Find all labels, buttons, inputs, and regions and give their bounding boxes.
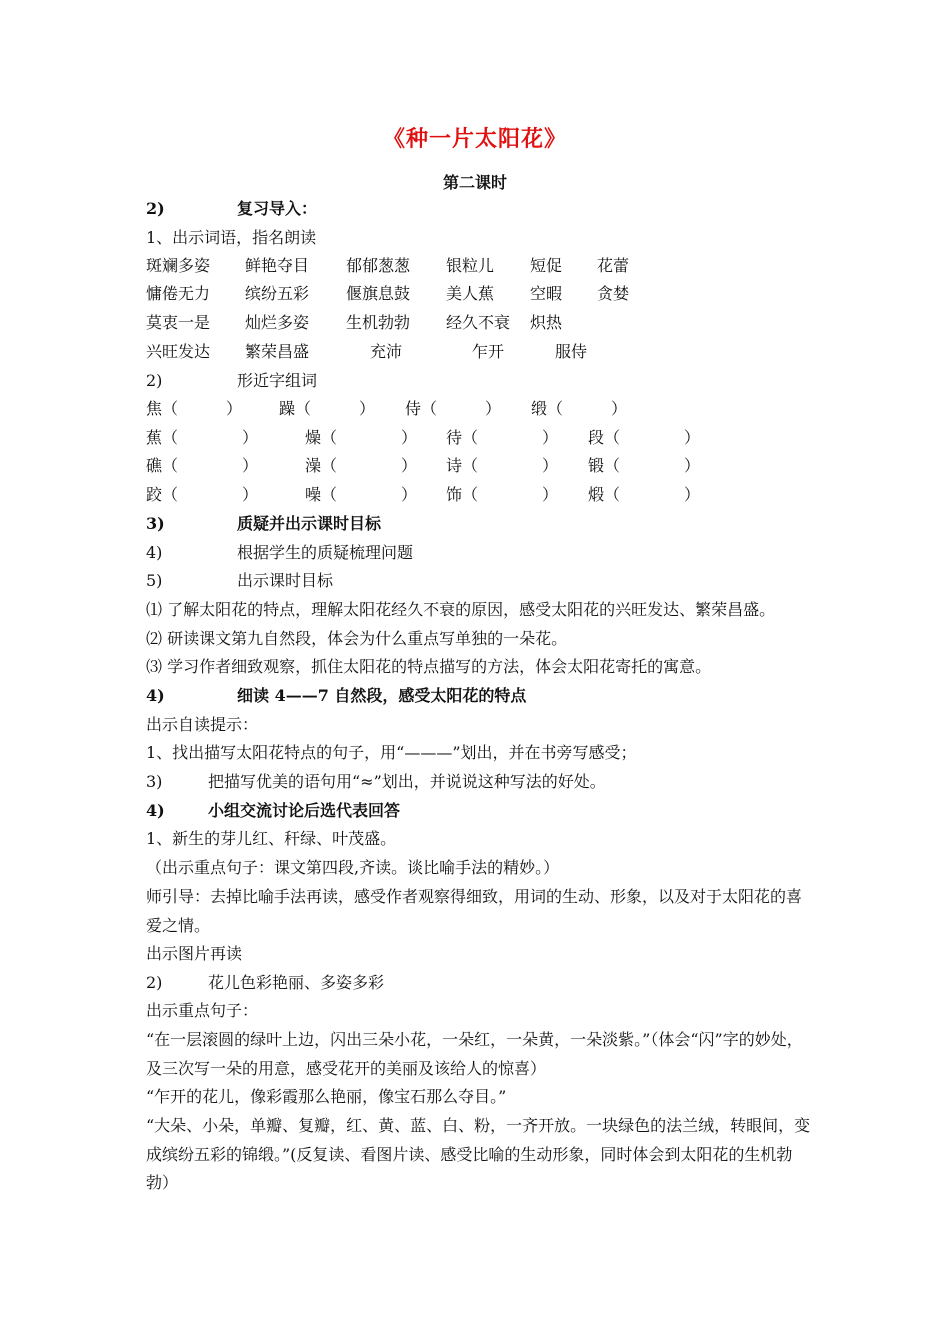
section-text: 质疑并出示课时目标 bbox=[237, 514, 382, 533]
paragraph: 出示图片再读 bbox=[146, 944, 243, 963]
section-heading-goals bbox=[146, 514, 381, 534]
section-text: 根据学生的质疑梳理问题 bbox=[237, 543, 414, 562]
word-cell: 慵倦无力 bbox=[146, 284, 211, 303]
paragraph: 1、新生的芽儿红、秆绿、叶茂盛。 bbox=[146, 829, 397, 848]
word-cell: 繁荣昌盛 bbox=[245, 342, 310, 361]
char-cell: 礁（ ） bbox=[146, 456, 259, 475]
char-cell: 噪（ ） bbox=[305, 485, 418, 504]
word-cell: 偃旗息鼓 bbox=[346, 284, 411, 303]
section-text: 形近字组词 bbox=[237, 371, 318, 390]
section-text: 出示课时目标 bbox=[237, 571, 334, 590]
word-cell: 服侍 bbox=[555, 342, 588, 361]
instruction-line: 1、出示词语，指名朗读 bbox=[146, 228, 317, 247]
word-cell: 银粒儿 bbox=[446, 256, 495, 275]
paragraph: “乍开的花儿，像彩霞那么艳丽，像宝石那么夺目。” bbox=[146, 1087, 507, 1106]
paragraph: （出示重点句子：课文第四段,齐读。谈比喻手法的精妙。） bbox=[146, 858, 560, 877]
section-number: 5) bbox=[146, 571, 163, 590]
paragraph: “在一层滚圆的绿叶上边，闪出三朵小花，一朵红，一朵黄，一朵淡紫。”（体会“闪”字的妙处，及三次写一朵的用意，感受花开的美丽及该给人的惊喜） bbox=[146, 1030, 803, 1078]
word-cell: 灿烂多姿 bbox=[245, 313, 310, 332]
word-cell: 缤纷五彩 bbox=[245, 284, 310, 303]
section-text: 复习导入： bbox=[237, 199, 318, 218]
word-cell: 鲜艳夺目 bbox=[245, 256, 310, 275]
section-number: 2) bbox=[146, 371, 163, 390]
paragraph: “大朵、小朵，单瓣、复瓣，红、黄、蓝、白、粉，一齐开放。一块绿色的法兰绒，转眼间，变成缤纷五彩的锦缎。”(反复读、看图片读、感受比喻的生动形象，同时体会到太阳花的生机勃勃） bbox=[146, 1116, 811, 1193]
goal-item: ⑴ 了解太阳花的特点，理解太阳花经久不衰的原因，感受太阳花的兴旺发达、繁荣昌盛。 bbox=[146, 600, 776, 619]
char-cell: 诗（ ） bbox=[446, 456, 559, 475]
paragraph: 师引导：去掉比喻手法再读，感受作者观察得细致，用词的生动、形象，以及对于太阳花的喜爱之情。 bbox=[146, 887, 803, 935]
word-cell: 莫衷一是 bbox=[146, 313, 211, 332]
doc-subtitle: 第二课时 bbox=[442, 173, 507, 192]
section-heading-reading bbox=[146, 686, 526, 706]
char-cell: 待（ ） bbox=[446, 428, 559, 447]
list-item bbox=[146, 571, 333, 591]
word-cell: 乍开 bbox=[472, 342, 505, 361]
char-cell: 煅（ ） bbox=[588, 485, 701, 504]
word-cell: 美人蕉 bbox=[446, 284, 495, 303]
tip-heading: 出示自读提示： bbox=[146, 715, 259, 734]
char-cell: 缎（ ） bbox=[531, 399, 628, 418]
section-number: 2) bbox=[146, 973, 163, 992]
char-cell: 蕉（ ） bbox=[146, 428, 259, 447]
char-cell: 饰（ ） bbox=[446, 485, 559, 504]
section-number: 3) bbox=[146, 514, 165, 533]
section-text: 小组交流讨论后选代表回答 bbox=[208, 801, 401, 820]
section-number: 4) bbox=[146, 686, 165, 705]
section-text: 细读 4——7 自然段，感受太阳花的特点 bbox=[237, 686, 527, 705]
tip-item bbox=[146, 772, 606, 792]
char-cell: 燥（ ） bbox=[305, 428, 418, 447]
char-cell: 澡（ ） bbox=[305, 456, 418, 475]
char-cell: 侍（ ） bbox=[405, 399, 502, 418]
word-cell: 贪婪 bbox=[597, 284, 630, 303]
char-cell: 锻（ ） bbox=[588, 456, 701, 475]
section-heading-chars bbox=[146, 371, 317, 391]
word-cell: 生机勃勃 bbox=[346, 313, 411, 332]
word-cell: 兴旺发达 bbox=[146, 342, 211, 361]
goal-item: ⑵ 研读课文第九自然段，体会为什么重点写单独的一朵花。 bbox=[146, 629, 568, 648]
char-cell: 焦（ ） bbox=[146, 399, 243, 418]
word-cell: 炽热 bbox=[530, 313, 563, 332]
word-cell: 空暇 bbox=[530, 284, 563, 303]
section-heading-discussion bbox=[146, 801, 400, 821]
word-cell: 斑斓多姿 bbox=[146, 256, 211, 275]
char-cell: 躁（ ） bbox=[279, 399, 376, 418]
section-number: 3) bbox=[146, 772, 163, 791]
word-cell: 短促 bbox=[530, 256, 563, 275]
word-cell: 经久不衰 bbox=[446, 313, 511, 332]
char-cell: 段（ ） bbox=[588, 428, 701, 447]
section-heading-review bbox=[146, 199, 317, 219]
paragraph bbox=[146, 973, 384, 993]
tip-item: 1、找出描写太阳花特点的句子，用“———”划出，并在书旁写感受； bbox=[146, 743, 637, 762]
section-number: 4) bbox=[146, 801, 165, 820]
word-cell: 郁郁葱葱 bbox=[346, 256, 411, 275]
goal-item: ⑶ 学习作者细致观察，抓住太阳花的特点描写的方法，体会太阳花寄托的寓意。 bbox=[146, 657, 712, 676]
doc-title: 《种一片太阳花》 bbox=[382, 126, 567, 152]
section-text: 把描写优美的语句用“≈”划出，并说说这种写法的好处。 bbox=[208, 772, 606, 791]
word-cell: 花蕾 bbox=[597, 256, 630, 275]
section-number: 2) bbox=[146, 199, 165, 218]
char-cell: 跤（ ） bbox=[146, 485, 259, 504]
section-text: 花儿色彩艳丽、多姿多彩 bbox=[208, 973, 385, 992]
section-number: 4) bbox=[146, 543, 163, 562]
word-cell: 充沛 bbox=[370, 342, 403, 361]
list-item bbox=[146, 543, 413, 563]
paragraph: 出示重点句子： bbox=[146, 1001, 259, 1020]
